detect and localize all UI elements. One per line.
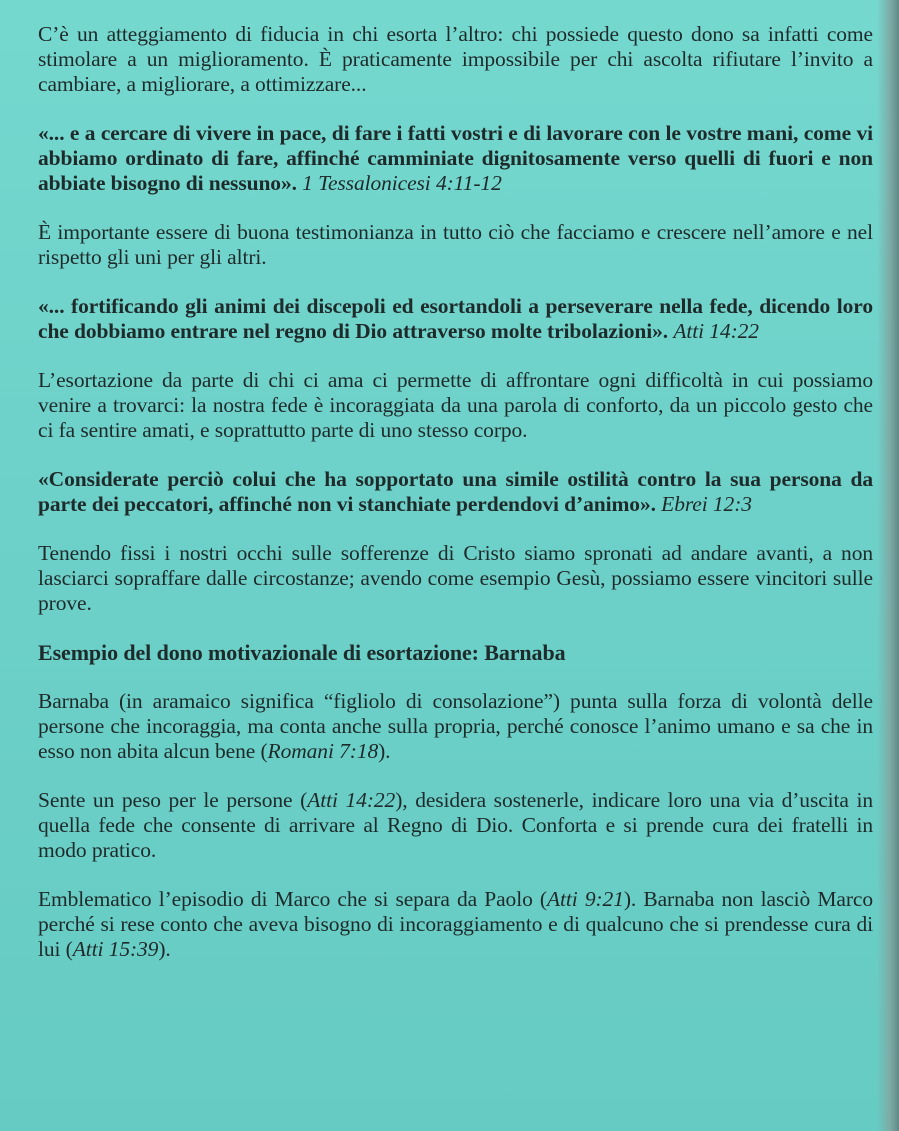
- paragraph-marco-text: Emblematico l’episodio di Marco che si separa da Paolo (: [38, 887, 547, 911]
- paragraph-exhortation: [38, 368, 873, 443]
- paragraph-burden-text: Sente un peso per le persone (: [38, 788, 308, 812]
- quote-reference: Atti 14:22: [673, 319, 759, 343]
- section-heading: Esempio del dono motivazionale di esortazione: Barnaba: [38, 640, 566, 665]
- paragraph-burden-end: ), desidera sostenerle, indicare loro una via d’uscita in quella fede che consente di arrivare al Regno di Dio. Conforta e si prende cura dei fratelli in modo pratico.: [38, 788, 874, 862]
- paragraph-intro-text: C’è un atteggiamento di fiducia in chi esorta l’altro: chi possiede questo dono sa infatti come stimolare a un miglioramento. È praticamente impossibile per chi ascolta rifiutare l’invito a cambiare, a migliorare, a ottimizzare...: [38, 22, 873, 96]
- paragraph-burden: [38, 788, 873, 863]
- paragraph-marco: [38, 887, 873, 962]
- quote-atti: [38, 294, 873, 344]
- paragraph-barnaba-text: Barnaba (in aramaico significa “figliolo di consolazione”) punta sulla forza di volontà delle persone che incoraggia, ma conta anche sulla propria, perché conosce l’animo umano e sa che in esso non abita alcun bene (: [38, 689, 873, 763]
- quote-text: «... e a cercare di vivere in pace, di fare i fatti vostri e di lavorare con le vostre mani, come vi abbiamo ordinato di fare, affinché camminiate dignitosamente verso quelli di fuori e non abbiate bisogno di nessuno».: [38, 121, 873, 195]
- paragraph-testimony: [38, 220, 873, 270]
- quote-text: «... fortificando gli animi dei discepoli ed esortandoli a perseverare nella fede, dicendo loro che dobbiamo entrare nel regno di Dio attraverso molte tribolazioni».: [38, 294, 873, 343]
- page-text: [38, 22, 873, 986]
- paragraph-barnaba: [38, 689, 873, 764]
- inline-reference: Atti 14:22: [307, 788, 396, 812]
- paragraph-barnaba-end: ).: [378, 739, 391, 763]
- inline-reference: Atti 9:21: [546, 887, 624, 911]
- paragraph-exhortation-text: L’esortazione da parte di chi ci ama ci permette di affrontare ogni difficoltà in cui possiamo venire a trovarci: la nostra fede è incoraggiata da una parola di conforto, da un piccolo gesto che ci fa sentire amati, e soprattutto parte di uno stesso corpo.: [38, 368, 873, 442]
- quote-reference: 1 Tessalonicesi 4:11-12: [302, 171, 502, 195]
- page-binding-edge: [877, 0, 899, 1131]
- paragraph-christ-text: Tenendo fissi i nostri occhi sulle sofferenze di Cristo siamo spronati ad andare avanti, a non lasciarci sopraffare dalle circostanze; avendo come esempio Gesù, possiamo essere vincitori sulle prove.: [38, 541, 873, 615]
- paragraph-marco-middle: ). Barnaba non lasciò Marco perché si rese conto che aveva bisogno di incoraggiamento e di qualcuno che si prendesse cura di lui (: [38, 887, 873, 961]
- paragraph-christ: [38, 541, 873, 616]
- paragraph-marco-end: ).: [158, 937, 171, 961]
- paragraph-intro: [38, 22, 873, 97]
- quote-tessalonicesi: [38, 121, 873, 196]
- quote-text: «Considerate perciò colui che ha sopportato una simile ostilità contro la sua persona da parte dei peccatori, affinché non vi stanchiate perdendovi d’animo».: [38, 467, 873, 516]
- quote-ebrei: [38, 467, 873, 517]
- inline-reference: Romani 7:18: [267, 739, 379, 763]
- quote-reference: Ebrei 12:3: [661, 492, 752, 516]
- inline-reference: Atti 15:39: [72, 937, 159, 961]
- paragraph-testimony-text: È importante essere di buona testimonianza in tutto ciò che facciamo e crescere nell’amore e nel rispetto gli uni per gli altri.: [38, 220, 873, 269]
